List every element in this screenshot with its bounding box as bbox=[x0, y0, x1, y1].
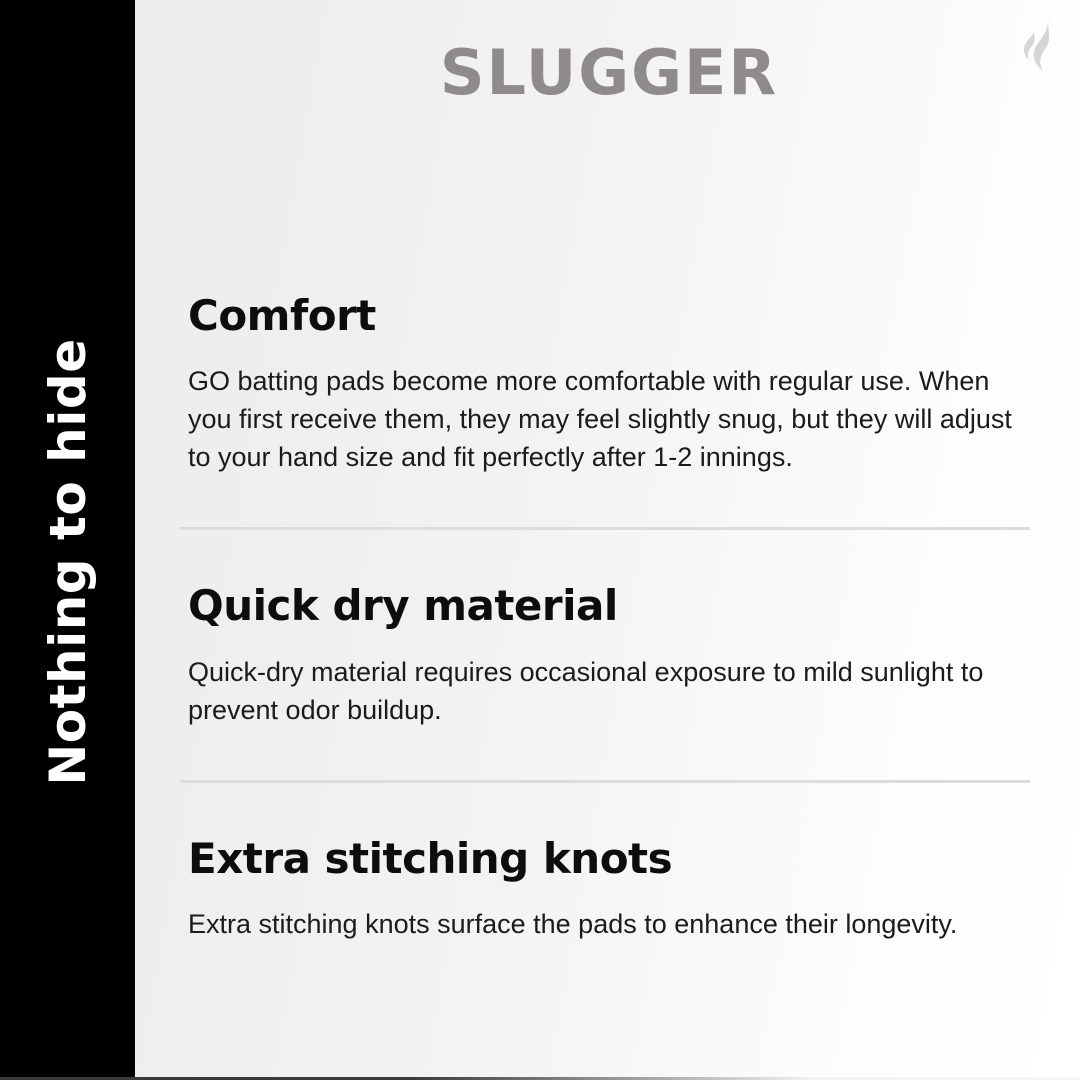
brand-title: SLUGGER bbox=[439, 36, 779, 109]
feature-sections bbox=[188, 292, 1030, 943]
sidebar bbox=[0, 0, 135, 1080]
section-heading: Quick dry material bbox=[188, 581, 618, 631]
feature-section-quick-dry bbox=[188, 582, 1030, 728]
section-divider bbox=[180, 527, 1030, 530]
section-body: Extra stitching knots surface the pads to enhance their longevity. bbox=[188, 908, 958, 939]
section-body: Quick-dry material requires occasional exposure to mild sunlight to prevent odor buildup. bbox=[188, 656, 984, 725]
feature-section-comfort bbox=[188, 292, 1030, 476]
section-heading: Comfort bbox=[188, 291, 376, 340]
section-heading: Extra stitching knots bbox=[188, 833, 673, 883]
section-divider bbox=[180, 780, 1030, 783]
smoke-swoosh-icon bbox=[1016, 10, 1064, 76]
section-body: GO batting pads become more comfortable with regular use. When you first receive them, they may feel slightly snug, but they will adjust to your hand size and fit perfectly after 1-2 innings. bbox=[188, 366, 1012, 473]
sidebar-vertical-text: Nothing to hide bbox=[38, 337, 97, 786]
feature-section-stitching bbox=[188, 835, 1030, 943]
main-panel bbox=[135, 0, 1080, 1080]
